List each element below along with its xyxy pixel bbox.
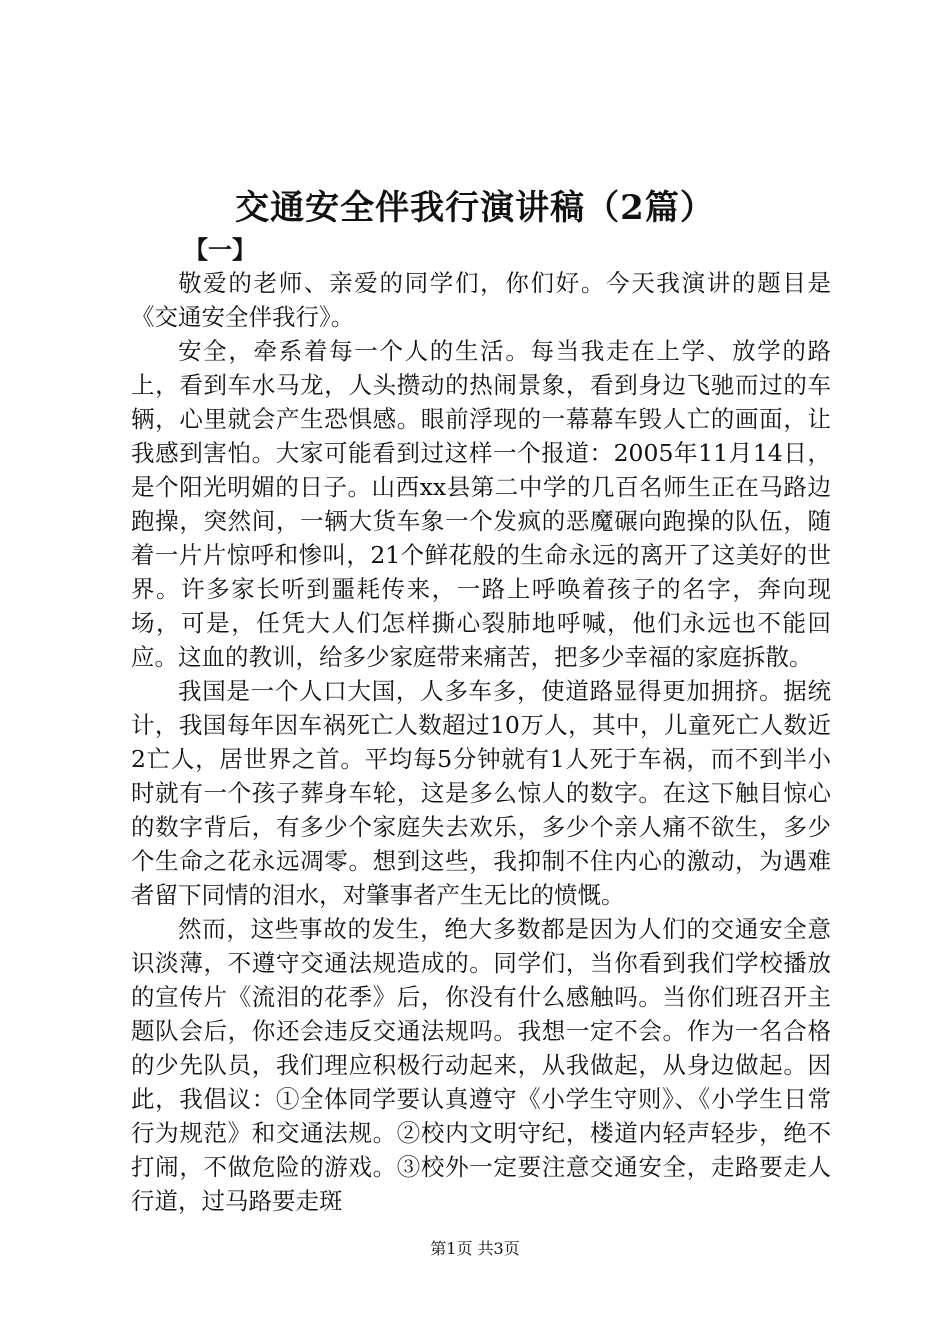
- document-body: [131, 266, 831, 1218]
- paragraph-proposal: 然而，这些事故的发生，绝大多数都是因为人们的交通安全意识淡薄，不遵守交通法规造成的。同学们，当你看到我们学校播放的宣传片《流泪的花季》后，你没有什么感触吗。当你们班召开主题队会后，你还会违反交通法规吗。我想一定不会。作为一名合格的少先队员，我们理应积极行动起来，从我做起，从身边做起。因此，我倡议：①全体同学要认真遵守《小学生守则》、《小学生日常行为规范》和交通法规。②校内文明守纪，楼道内轻声轻步，绝不打闹，不做危险的游戏。③校外一定要注意交通安全，走路要走人行道，过马路要走斑: [131, 915, 831, 1215]
- document-title: 交通安全伴我行演讲稿（2篇）: [235, 188, 715, 228]
- paragraph-safety-story: 安全，牵系着每一个人的生活。每当我走在上学、放学的路上，看到车水马龙，人头攒动的热闹景象，看到身边飞驰而过的车辆，心里就会产生恐惧感。眼前浮现的一幕幕车毁人亡的画面，让我感到害怕。大家可能看到过这样一个报道：2005年11月14日，是个阳光明媚的日子。山西xx县第二中学的几百名师生正在马路边跑操，突然间，一辆大货车象一个发疯的恶魔碾向跑操的队伍，随着一片片惊呼和惨叫，21个鲜花般的生命永远的离开了这美好的世界。许多家长听到噩耗传来，一路上呼唤着孩子的名字，奔向现场，可是，任凭大人们怎样撕心裂肺地呼喊，他们永远也不能回应。这血的教训，给多少家庭带来痛苦，把多少幸福的家庭拆散。: [131, 337, 831, 671]
- paragraph-statistics: 我国是一个人口大国，人多车多，使道路显得更加拥挤。据统计，我国每年因车祸死亡人数超过10万人，其中，儿童死亡人数近2亡人，居世界之首。平均每5分钟就有1人死于车祸，而不到半小时就有一个孩子葬身车轮，这是多么惊人的数字。在这下触目惊心的数字背后，有多少个家庭失去欢乐，多少个亲人痛不欲生，多少个生命之花永远凋零。想到这些，我抑制不住内心的激动，为遇难者留下同情的泪水，对肇事者产生无比的愤慨。: [131, 677, 831, 909]
- page-number-footer: 第1页 共3页: [430, 1239, 520, 1258]
- paragraph-greeting: 敬爱的老师、亲爱的同学们，你们好。今天我演讲的题目是《交通安全伴我行》。: [131, 269, 831, 331]
- section-heading: 【一】: [184, 235, 256, 264]
